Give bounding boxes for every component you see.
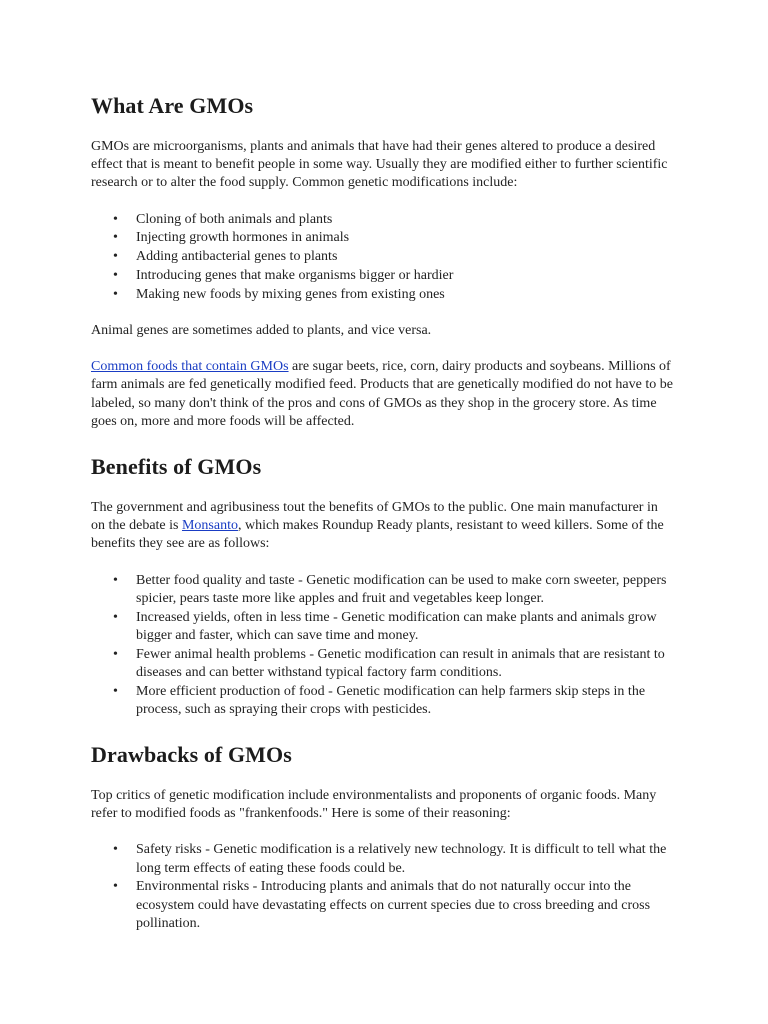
heading-drawbacks-of-gmos: Drawbacks of GMOs	[91, 742, 292, 768]
bullet-icon: •	[113, 646, 118, 662]
paragraph-intro: GMOs are microorganisms, plants and animals that have had their genes altered to produce a desired effect that is meant to benefit people in some way. Usually they are modified either to further scientific research or to alter the food supply. Common genetic modifications include:	[91, 139, 668, 191]
list-item: • Increased yields, often in less time - Genetic modification can make plants and animals grow bigger and faster, which can save time and money.	[113, 609, 657, 643]
list-item: • Adding antibacterial genes to plants	[91, 248, 675, 266]
bullet-icon: •	[113, 683, 118, 699]
list-item: • Better food quality and taste - Genetic modification can be used to make corn sweeter, peppers spicier, pears taste more like apples and fruit and vegetables keep longer.	[113, 572, 667, 606]
list-item: • More efficient production of food - Genetic modification can help farmers skip steps in the process, such as spraying their crops with pesticides.	[113, 683, 646, 717]
paragraph-common-foods: Common foods that contain GMOs are sugar beets, rice, corn, dairy products and soybeans. Millions of farm animals are fed genetically modified feed. Products that are genetically modified do not have to be labeled, so many don't think of the pros and cons of GMOs as they shop in the grocery store. As time goes on, more and more foods will be affected.	[91, 359, 673, 429]
bullet-icon: •	[113, 211, 118, 227]
monsanto-link[interactable]: Monsanto	[181, 518, 238, 534]
paragraph-benefits-intro: The government and agribusiness tout the benefits of GMOs to the public. One main manufacturer in on the debate is Monsanto, which makes Roundup Ready plants, resistant to weed killers. Some of the benefits they see are as follows:	[91, 500, 664, 552]
list-item: • Cloning of both animals and plants	[91, 211, 675, 229]
list-item: • Making new foods by mixing genes from existing ones	[91, 286, 675, 304]
bullet-icon: •	[113, 230, 118, 246]
list-item: • Injecting growth hormones in animals	[91, 229, 675, 247]
paragraph-animal-genes: Animal genes are sometimes added to plants, and vice versa.	[91, 323, 432, 338]
common-foods-link[interactable]: Common foods that contain GMOs	[91, 359, 289, 375]
modifications-list	[91, 211, 675, 304]
benefits-list	[91, 572, 675, 719]
list-item: • Introducing genes that make organisms bigger or hardier	[91, 267, 675, 285]
heading-what-are-gmos: What Are GMOs	[91, 93, 254, 118]
bullet-icon: •	[113, 268, 118, 283]
bullet-icon: •	[113, 572, 118, 588]
document-page	[91, 92, 675, 933]
drawbacks-list	[91, 841, 675, 933]
bullet-icon: •	[113, 249, 118, 265]
bullet-icon: •	[113, 286, 118, 302]
bullet-icon: •	[113, 879, 118, 895]
heading-benefits-of-gmos: Benefits of GMOs	[91, 454, 262, 480]
bullet-icon: •	[113, 609, 118, 625]
bullet-icon: •	[113, 842, 118, 858]
paragraph-drawbacks-intro: Top critics of genetic modification include environmentalists and proponents of organic foods. Many refer to modified foods as "frankenfoods." Here is some of their reasoning:	[91, 788, 657, 822]
list-item: • Fewer animal health problems - Genetic modification can result in animals that are resistant to diseases and can better withstand typical factory farm conditions.	[113, 646, 665, 680]
list-item: • Environmental risks - Introducing plants and animals that do not naturally occur into the ecosystem could have devastating effects on current species due to cross breeding and cross pollination.	[113, 879, 651, 931]
list-item: • Safety risks - Genetic modification is a relatively new technology. It is difficult to tell what the long term effects of eating these foods could be.	[113, 842, 667, 876]
